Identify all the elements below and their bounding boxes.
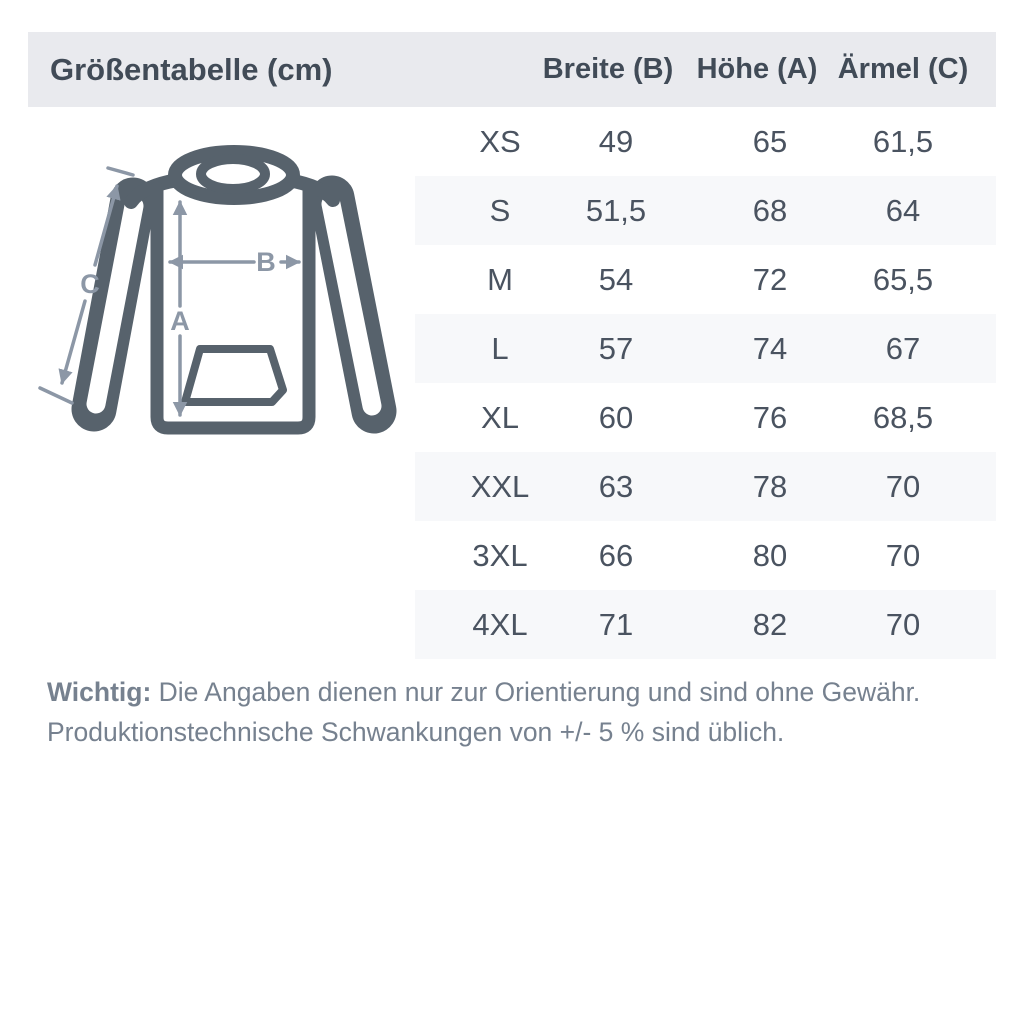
hoehe-cell: 68 <box>752 192 788 228</box>
hoehe-cell: 74 <box>752 330 788 366</box>
size-cell: M <box>487 261 513 297</box>
disclaimer-line1: Die Angaben dienen nur zur Orientierung und sind ohne Gewähr. <box>151 677 921 707</box>
column-header-aermel: Ärmel (C) <box>837 53 969 85</box>
disclaimer-note <box>47 672 977 752</box>
table-row <box>415 383 996 452</box>
dimension-a-label: A <box>170 306 190 336</box>
aermel-cell: 70 <box>885 606 921 642</box>
size-cell: XL <box>481 399 519 435</box>
hoehe-cell: 65 <box>752 123 788 159</box>
breite-cell: 71 <box>598 606 634 642</box>
table-row <box>415 452 996 521</box>
aermel-cell: 68,5 <box>872 399 934 435</box>
breite-cell: 66 <box>598 537 634 573</box>
table-header-band <box>28 32 996 107</box>
hoodie-measurement-diagram <box>30 118 430 463</box>
breite-cell: 54 <box>598 261 634 297</box>
table-row <box>415 107 996 176</box>
hoodie-pocket <box>185 349 283 402</box>
size-chart-title: Größentabelle (cm) <box>50 52 333 87</box>
size-table <box>415 107 996 659</box>
aermel-cell: 61,5 <box>872 123 934 159</box>
size-cell: S <box>489 192 511 228</box>
breite-cell: 60 <box>598 399 634 435</box>
hoodie-left-sleeve <box>94 200 134 409</box>
aermel-cell: 65,5 <box>872 261 934 297</box>
table-row <box>415 314 996 383</box>
breite-cell: 57 <box>598 330 634 366</box>
hoehe-cell: 78 <box>752 468 788 504</box>
breite-cell: 63 <box>598 468 634 504</box>
aermel-cell: 70 <box>885 468 921 504</box>
table-row <box>415 590 996 659</box>
table-row <box>415 521 996 590</box>
column-header-breite: Breite (B) <box>542 53 674 85</box>
aermel-cell: 70 <box>885 537 921 573</box>
dimension-b-label: B <box>256 247 276 277</box>
size-cell: XS <box>479 123 521 159</box>
size-cell: 4XL <box>472 606 528 642</box>
column-header-hoehe: Höhe (A) <box>696 53 818 85</box>
dimension-b-arrow <box>170 247 299 277</box>
size-cell: 3XL <box>472 537 528 573</box>
hoehe-cell: 72 <box>752 261 788 297</box>
size-cell: L <box>491 330 509 366</box>
disclaimer-bold-prefix: Wichtig: <box>47 677 152 707</box>
size-cell: XXL <box>470 468 530 504</box>
hoehe-cell: 80 <box>752 537 788 573</box>
hoodie-right-sleeve <box>331 198 374 411</box>
hoehe-cell: 76 <box>752 399 788 435</box>
breite-cell: 51,5 <box>585 192 647 228</box>
dimension-c-label: C <box>80 269 100 299</box>
breite-cell: 49 <box>598 123 634 159</box>
table-row <box>415 245 996 314</box>
aermel-cell: 64 <box>885 192 921 228</box>
aermel-cell: 67 <box>885 330 921 366</box>
hoehe-cell: 82 <box>752 606 788 642</box>
disclaimer-line2: Produktionstechnische Schwankungen von +/- 5 % sind üblich. <box>47 717 785 747</box>
table-row <box>415 176 996 245</box>
